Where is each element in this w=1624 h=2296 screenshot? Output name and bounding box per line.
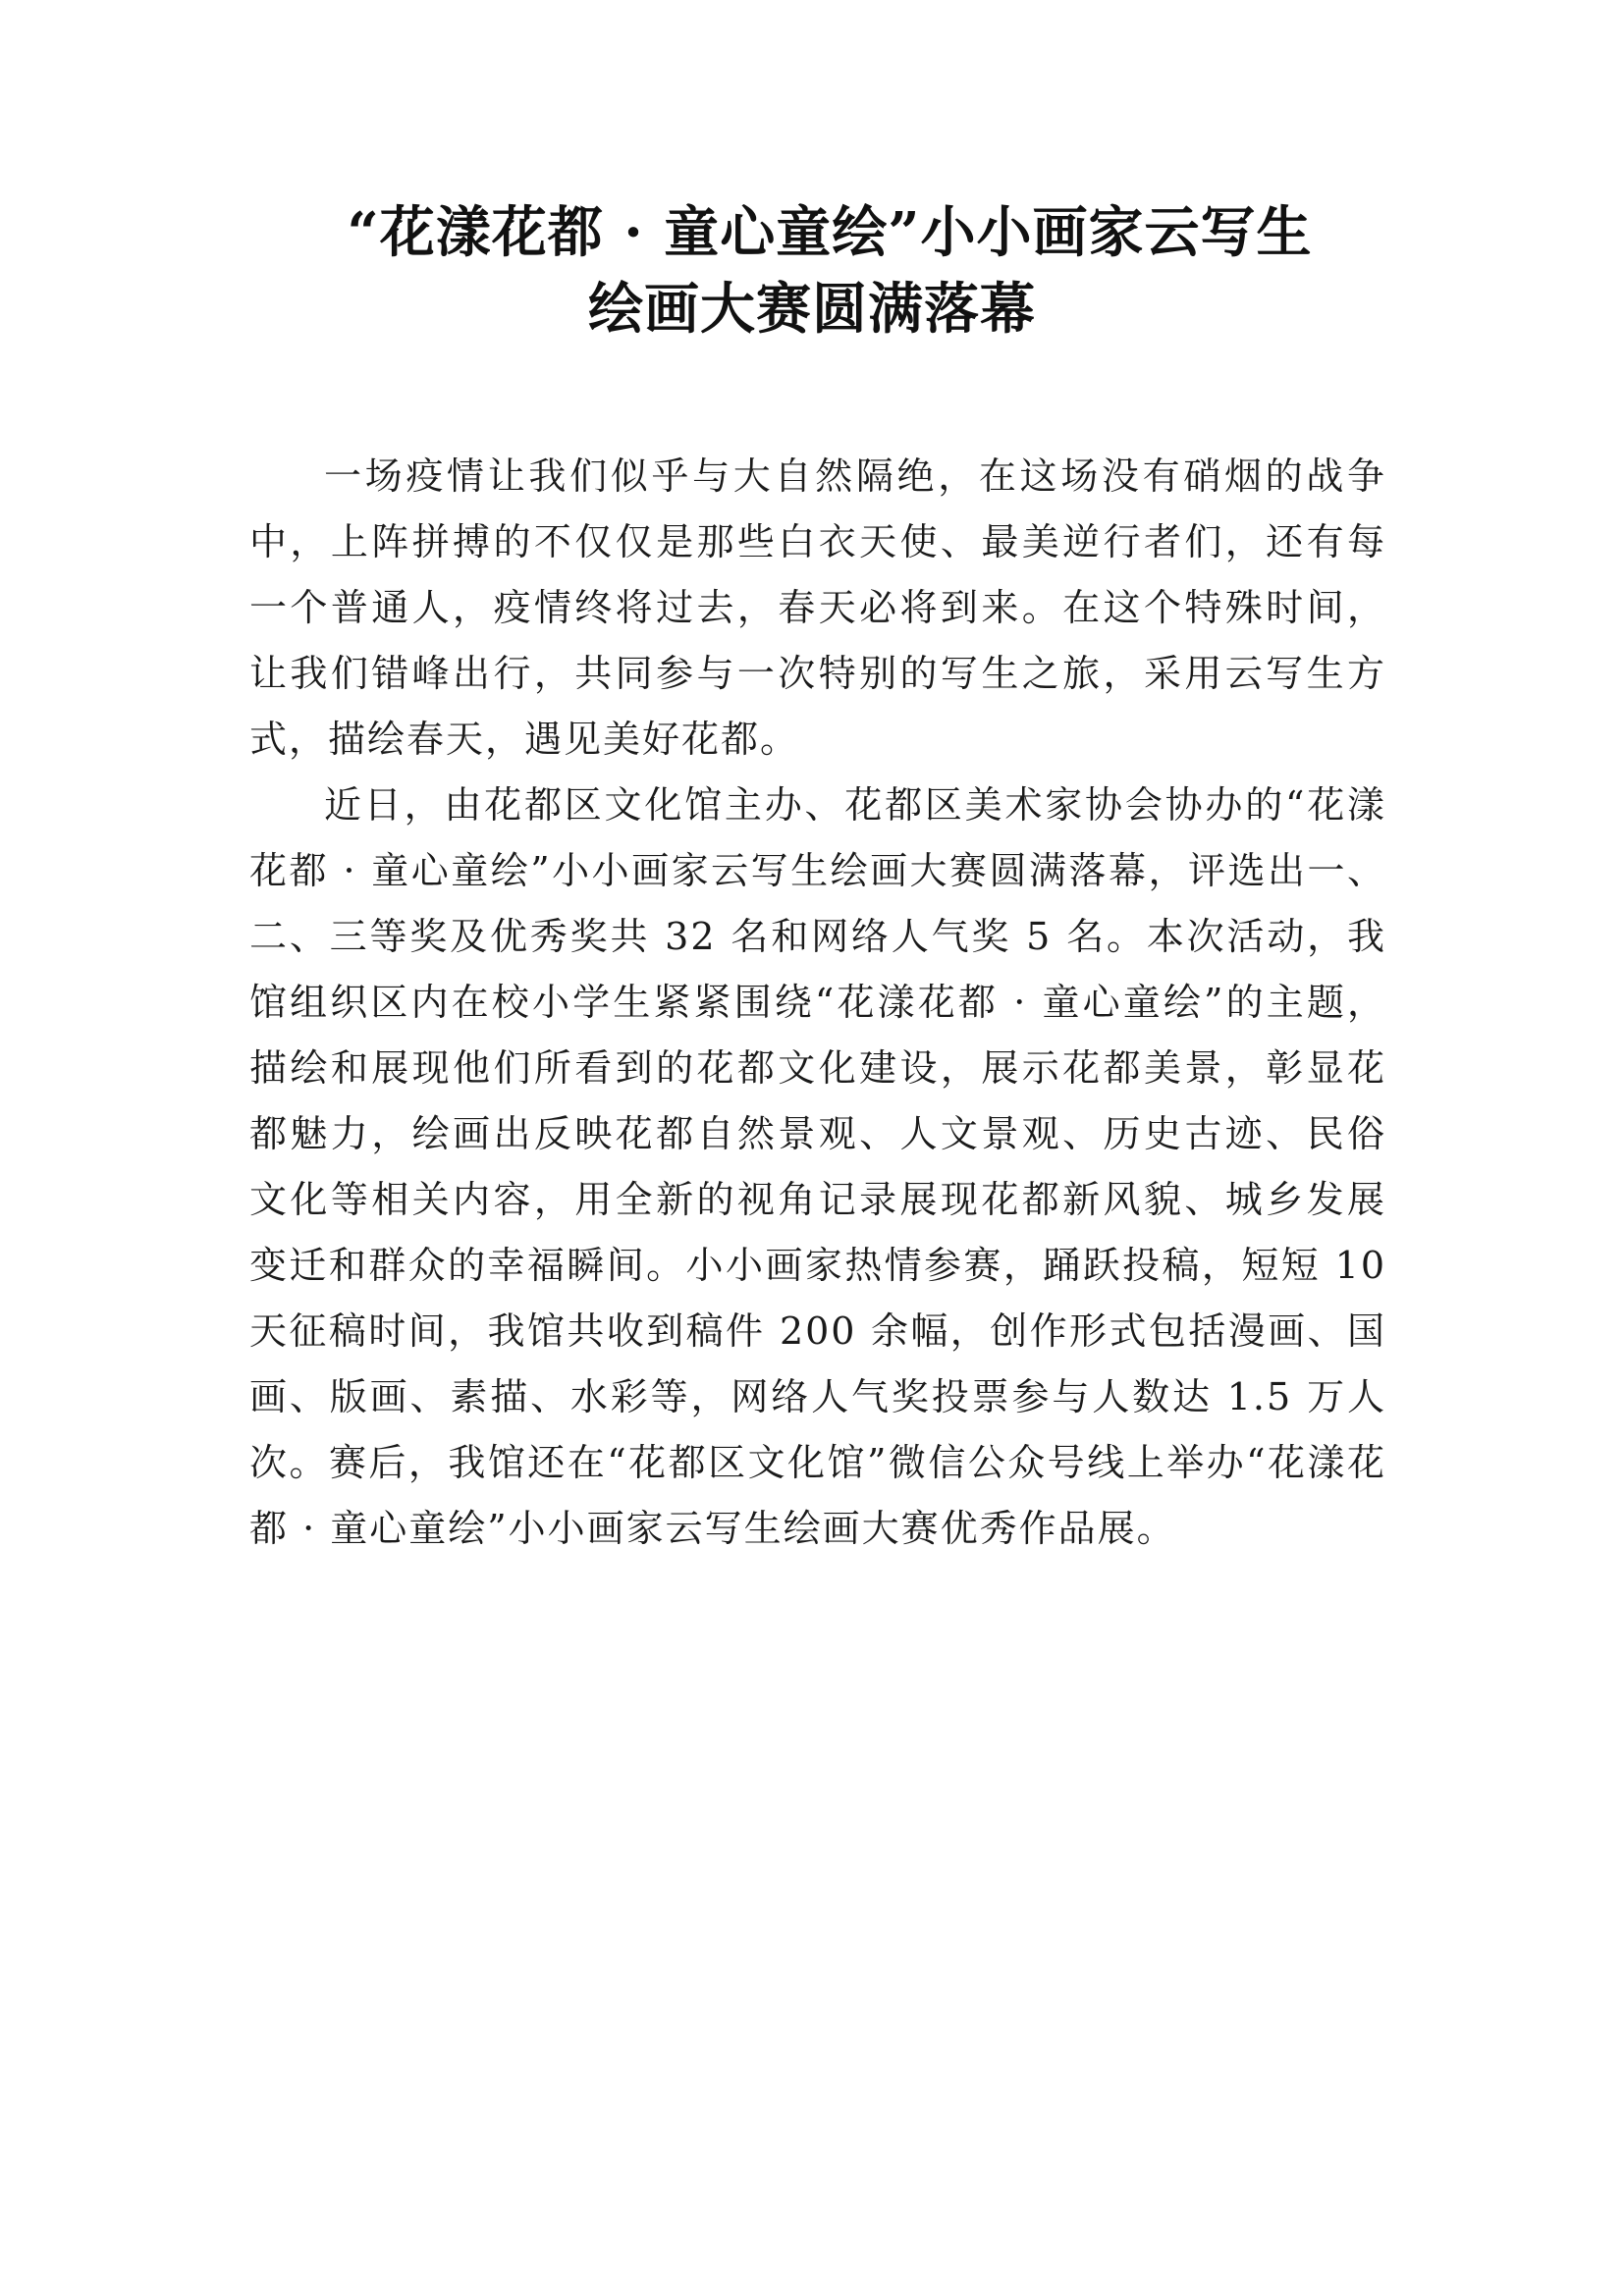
document-title	[0, 194, 1624, 347]
paragraph-1: 一场疫情让我们似乎与大自然隔绝，在这场没有硝烟的战争中，上阵拼搏的不仅仅是那些白衣天使、最美逆行者们，还有每一个普通人，疫情终将过去，春天必将到来。在这个特殊时间，让我们错峰出行，共同参与一次特别的写生之旅，采用云写生方式，描绘春天，遇见美好花都。	[249, 454, 1386, 761]
article-body	[249, 444, 1386, 1562]
title-line-2: 绘画大赛圆满落幕	[588, 277, 1036, 342]
title-line-1: “花漾花都 · 童心童绘”小小画家云写生	[347, 200, 1313, 265]
paragraph-2: 近日，由花都区文化馆主办、花都区美术家协会协办的“花漾花都 · 童心童绘”小小画家云写生绘画大赛圆满落幕，评选出一、二、三等奖及优秀奖共 32 名和网络人气奖 5 名。本次活动，我馆组织区内在校小学生紧紧围绕“花漾花都 · 童心童绘”的主题，描绘和展现他们所看到的花都文化建设，展示花都美景，彰显花都魅力，绘画出反映花都自然景观、人文景观、历史古迹、民俗文化等相关内容，用全新的视角记录展现花都新风貌、城乡发展变迁和群众的幸福瞬间。小小画家热情参赛，踊跃投稿，短短 10 天征稿时间，我馆共收到稿件 200 余幅，创作形式包括漫画、国画、版画、素描、水彩等，网络人气奖投票参与人数达 1.5 万人次。赛后，我馆还在“花都区文化馆”微信公众号线上举办“花漾花都 · 童心童绘”小小画家云写生绘画大赛优秀作品展。	[249, 783, 1386, 1550]
